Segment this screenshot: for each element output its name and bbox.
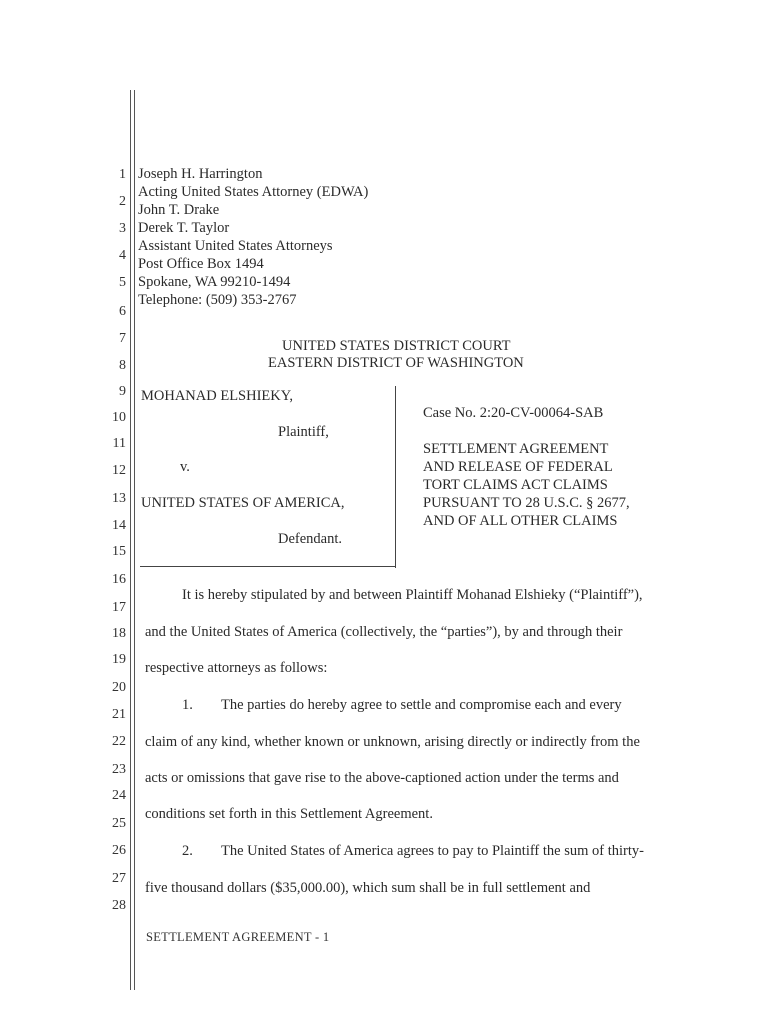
line-number: 11 [112, 436, 126, 451]
line-number: 2 [119, 194, 126, 209]
counsel-line: Assistant United States Attorneys [138, 238, 333, 254]
caption-divider-horizontal [140, 566, 396, 567]
line-number: 24 [112, 788, 126, 803]
caption-divider-vertical [395, 386, 396, 568]
margin-rule-right [134, 90, 135, 990]
line-number: 23 [112, 762, 126, 777]
plaintiff-name: MOHANAD ELSHIEKY, [141, 388, 293, 404]
line-number: 10 [112, 410, 126, 425]
line-number: 25 [112, 816, 126, 831]
line-number: 9 [119, 384, 126, 399]
counsel-line: Spokane, WA 99210-1494 [138, 274, 291, 290]
line-number: 12 [112, 463, 126, 478]
line-number: 20 [112, 680, 126, 695]
body-text-line: and the United States of America (collectively, the “parties”), by and through their [145, 624, 623, 640]
line-number: 21 [112, 707, 126, 722]
line-number: 14 [112, 518, 126, 533]
body-text-line: five thousand dollars ($35,000.00), which sum shall be in full settlement and [145, 880, 591, 896]
counsel-line: John T. Drake [138, 202, 220, 218]
document-title-line: TORT CLAIMS ACT CLAIMS [423, 477, 608, 493]
line-number: 3 [119, 221, 126, 236]
line-number: 27 [112, 871, 126, 886]
line-number: 15 [112, 544, 126, 559]
line-number: 18 [112, 626, 126, 641]
body-text-line: It is hereby stipulated by and between Plaintiff Mohanad Elshieky (“Plaintiff”), [182, 587, 643, 603]
body-text-line: conditions set forth in this Settlement Agreement. [145, 806, 433, 822]
plaintiff-role: Plaintiff, [278, 424, 329, 440]
line-number: 19 [112, 652, 126, 667]
document-title-line: SETTLEMENT AGREEMENT [423, 441, 609, 457]
counsel-line: Derek T. Taylor [138, 220, 230, 236]
page-footer: SETTLEMENT AGREEMENT - 1 [146, 930, 330, 944]
body-text-line: acts or omissions that gave rise to the above-captioned action under the terms and [145, 770, 619, 786]
line-number: 7 [119, 331, 126, 346]
document-title-line: PURSUANT TO 28 U.S.C. § 2677, [423, 495, 630, 511]
line-number: 8 [119, 358, 126, 373]
paragraph-number: 1. [182, 697, 193, 713]
document-title-line: AND RELEASE OF FEDERAL [423, 459, 613, 475]
line-number: 17 [112, 600, 126, 615]
case-number: Case No. 2:20-CV-00064-SAB [423, 405, 604, 421]
counsel-line: Joseph H. Harrington [138, 166, 263, 182]
line-number: 16 [112, 572, 126, 587]
body-text-line: The parties do hereby agree to settle and compromise each and every [221, 697, 622, 713]
line-number: 26 [112, 843, 126, 858]
counsel-line: Post Office Box 1494 [138, 256, 264, 272]
document-title-line: AND OF ALL OTHER CLAIMS [423, 513, 618, 529]
line-number: 28 [112, 898, 126, 913]
line-number: 22 [112, 734, 126, 749]
body-text-line: respective attorneys as follows: [145, 660, 328, 676]
margin-rule-left [130, 90, 131, 990]
line-number: 4 [119, 248, 126, 263]
line-number: 5 [119, 275, 126, 290]
defendant-name: UNITED STATES OF AMERICA, [141, 495, 345, 511]
court-district: EASTERN DISTRICT OF WASHINGTON [268, 355, 524, 371]
defendant-role: Defendant. [278, 531, 343, 547]
body-text-line: The United States of America agrees to pay to Plaintiff the sum of thirty- [221, 843, 644, 859]
court-name: UNITED STATES DISTRICT COURT [282, 338, 511, 354]
versus: v. [180, 459, 190, 475]
line-number: 6 [119, 304, 126, 319]
body-text-line: claim of any kind, whether known or unknown, arising directly or indirectly from the [145, 734, 640, 750]
counsel-line: Acting United States Attorney (EDWA) [138, 184, 369, 200]
counsel-line: Telephone: (509) 353-2767 [138, 292, 297, 308]
paragraph-number: 2. [182, 843, 193, 859]
line-number: 13 [112, 491, 126, 506]
line-number: 1 [119, 167, 126, 182]
